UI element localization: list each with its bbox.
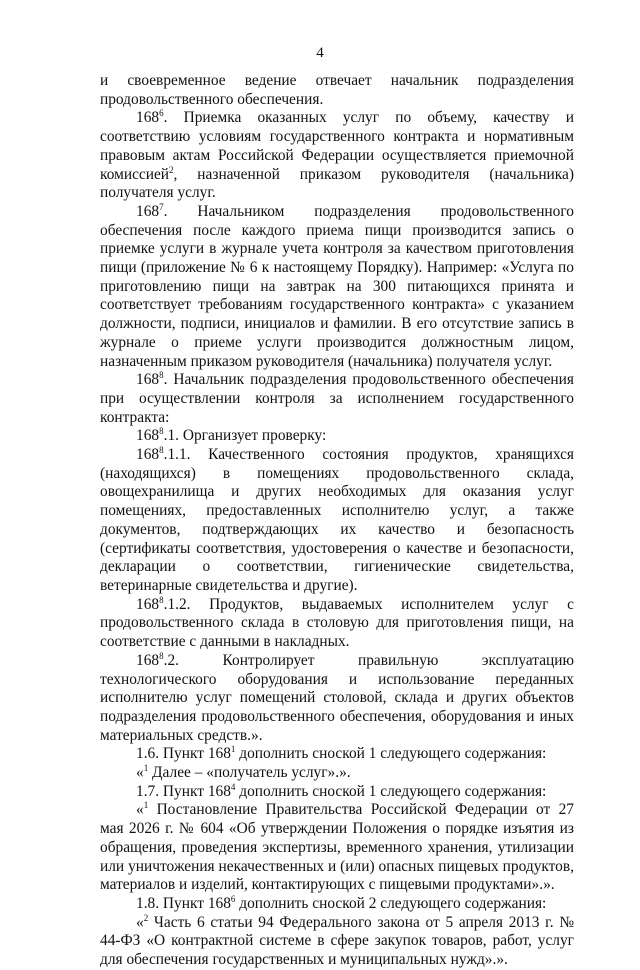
paragraph-p8 <box>100 745 574 764</box>
paragraph-text: Постановление Правительства Российской Федерации от 27 мая 2026 г. № 604 «Об утверждении Положения о порядке изъятия из обращения, проведения экспертизы, временного хранения, утилизации или уничтожения некачественных и (или) опасных пищевых продуктов, материалов и изделий, контактирующих с пищевыми продуктами».». <box>100 801 574 894</box>
paragraph-text: , назначенной приказом руководителя (начальника) получателя услуг. <box>100 165 574 202</box>
superscript: 2 <box>143 912 149 923</box>
superscript: 6 <box>159 108 164 119</box>
page-number: 4 <box>316 45 324 61</box>
superscript: 1 <box>143 800 149 811</box>
paragraph-p11 <box>100 801 574 895</box>
paragraph-text: 168 <box>136 651 160 669</box>
superscript: 6 <box>230 893 236 904</box>
superscript: 1 <box>143 762 149 773</box>
paragraph-text: дополнить сноской 1 следующего содержания: <box>235 745 547 763</box>
paragraph-text: .2. Контролирует правильную эксплуатацию технологического оборудования и использование переданных исполнителю услуг помещений столовой, склада и других объектов подразделения продовольственного обеспечения, оборудования и иных материальных средств.». <box>100 651 574 744</box>
paragraph-p0 <box>100 72 574 109</box>
paragraph-p9 <box>100 764 574 783</box>
paragraph-text: . Начальник подразделения продовольственного обеспечения при осуществлении контроля за исполнением государственного контракта: <box>100 371 574 426</box>
paragraph-text: « <box>136 801 144 819</box>
document-body <box>100 72 574 970</box>
paragraph-text: 1.7. Пункт 168 <box>136 782 231 800</box>
paragraph-text: . Приемка оказанных услуг по объему, качеству и соответствию условиям государственного контракта и нормативным правовым актам Российской Федерации осуществляется приемочной комиссией <box>100 109 574 183</box>
paragraph-text: Часть 6 статьи 94 Федерального закона от 5 апреля 2013 г. № 44-ФЗ «О контрактной системе в сфере закупок товаров, работ, услуг для обеспечения государственных и муниципальных нужд».». <box>100 913 574 969</box>
paragraph-text: 1.6. Пункт 168 <box>136 745 231 763</box>
paragraph-text: 168 <box>136 109 160 127</box>
paragraph-text: дополнить сноской 1 следующего содержания: <box>235 782 547 800</box>
paragraph-text: . Начальником подразделения продовольственного обеспечения после каждого приема пищи производится запись о приемке услуги в журнале учета контроля за качеством приготовления пищи (приложение № 6 к настоящему Порядку). Например: «Услуга по приготовлению пищи на завтрак на 300 питающихся принята и соответствует требованиям государственного контракта» с указанием должности, подписи, инициалов и фамилии. В его отсутствие запись в журнале о приеме услуги производится должностным лицом, назначенным приказом руководителя (начальника) получателя услуг. <box>100 202 574 370</box>
paragraph-p6 <box>100 596 574 652</box>
paragraph-text: .1.2. Продуктов, выдаваемых исполнителем услуг с продовольственного склада в столовую для приготовления пищи, на соответствие с данными в накладных. <box>100 595 574 651</box>
superscript: 8 <box>159 594 164 605</box>
paragraph-p5 <box>100 446 574 596</box>
paragraph-p12 <box>100 895 574 914</box>
paragraph-text: 168 <box>136 371 160 389</box>
paragraph-text: 168 <box>136 202 160 220</box>
paragraph-p2 <box>100 203 574 371</box>
paragraph-p10 <box>100 783 574 802</box>
paragraph-text: 1.8. Пункт 168 <box>136 894 231 912</box>
paragraph-text: .1. Организует проверку: <box>163 427 327 445</box>
paragraph-p1 <box>100 109 574 203</box>
paragraph-text: дополнить сноской 2 следующего содержания: <box>235 894 547 912</box>
paragraph-p13 <box>100 914 574 970</box>
superscript: 7 <box>159 201 164 212</box>
superscript: 2 <box>169 164 174 175</box>
paragraph-text: 168 <box>136 446 160 464</box>
superscript: 4 <box>230 781 236 792</box>
paragraph-text: « <box>136 764 144 782</box>
paragraph-text: .1.1. Качественного состояния продуктов, хранящихся (находящихся) в помещениях продовольственного склада, овощехранилища и других необходимых для оказания услуг помещениях, предоставленных исполнителю услуг, а также документов, подтверждающих их качество и безопасность (сертификаты соответствия, удостоверения о качестве и безопасности, декларации о соответствии, гигиенические свидетельства, ветеринарные свидетельства и другие). <box>100 446 574 594</box>
paragraph-p4 <box>100 427 574 446</box>
paragraph-text: 168 <box>136 427 160 445</box>
paragraph-text: « <box>136 913 144 931</box>
superscript: 8 <box>159 426 164 437</box>
paragraph-text: Далее – «получатель услуг».». <box>148 764 351 782</box>
superscript: 8 <box>159 370 164 381</box>
paragraph-p7 <box>100 652 574 746</box>
paragraph-p3 <box>100 371 574 427</box>
superscript: 8 <box>159 650 164 661</box>
superscript: 8 <box>159 444 164 455</box>
paragraph-text: 168 <box>136 595 160 613</box>
paragraph-text: и своевременное ведение отвечает начальник подразделения продовольственного обеспечения. <box>100 72 574 108</box>
superscript: 1 <box>230 744 236 755</box>
